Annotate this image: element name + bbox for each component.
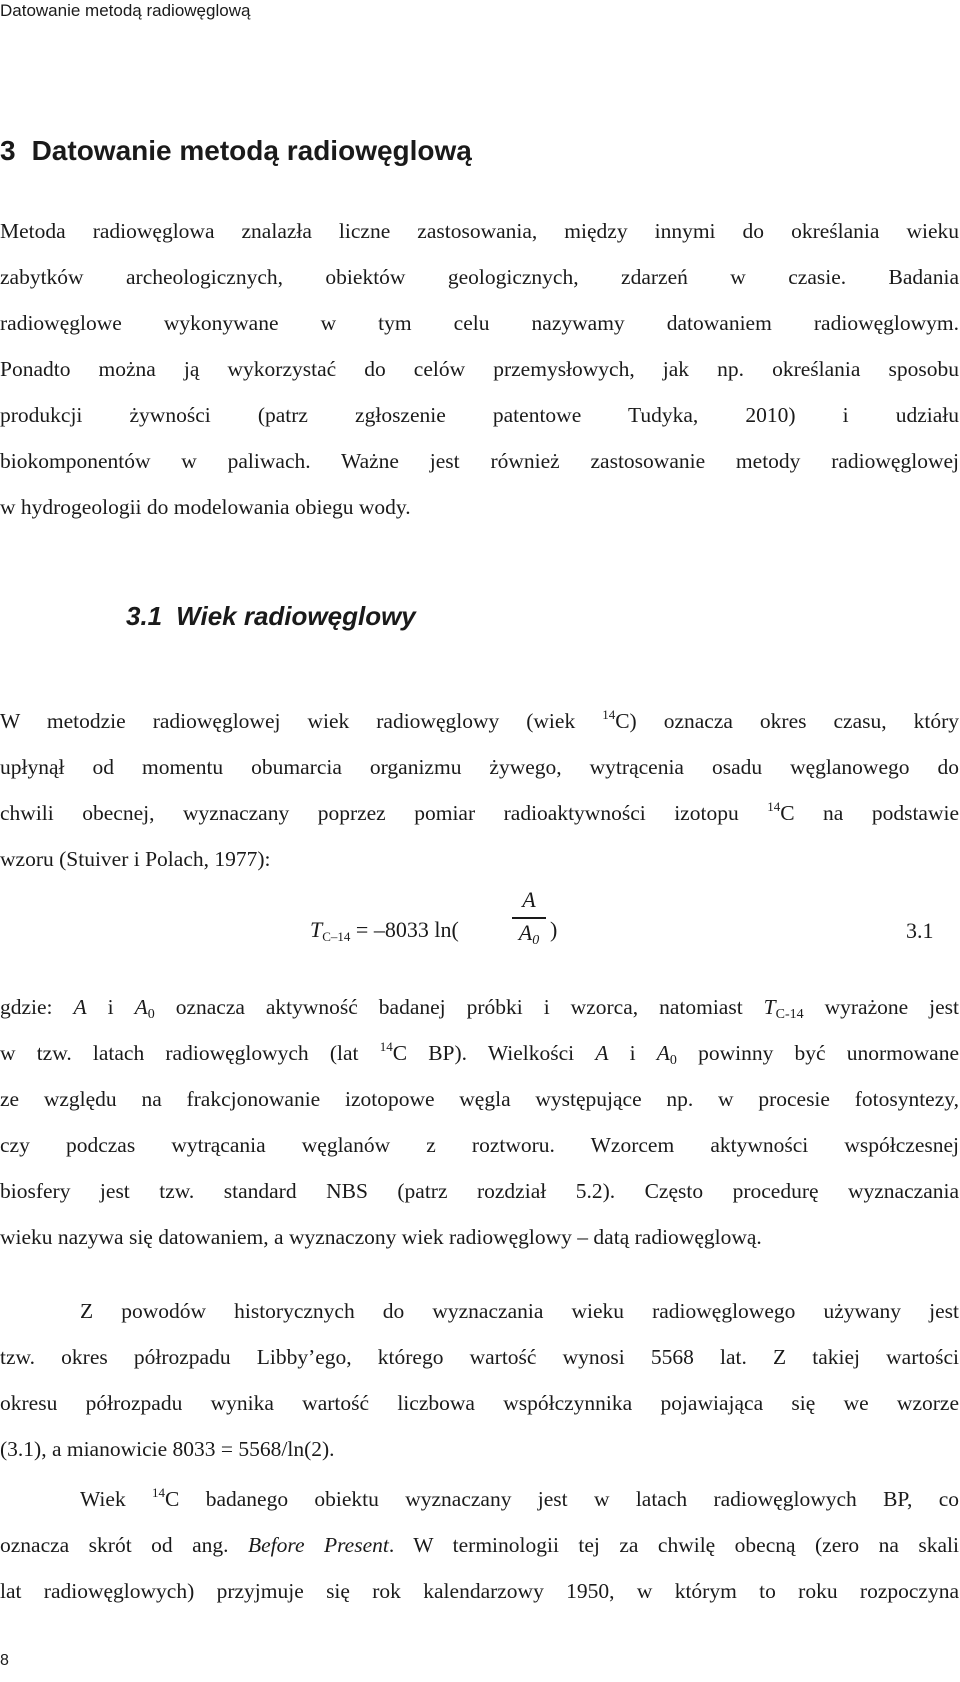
text-line: w tzw. latach radiowęglowych (lat $^{14}$C BP). Wielkości A i $A_0$ powinny być unormowane xyxy=(0,1039,959,1068)
section-heading xyxy=(0,134,472,168)
subsection-number: 3.1 xyxy=(126,601,163,631)
text-line: radiowęglowe wykonywane w tym celu nazywamy datowaniem radiowęglowym. xyxy=(0,311,959,335)
text-line: upłynął od momentu obumarcia organizmu żywego, wytrącenia osadu węglanowego do xyxy=(0,755,959,779)
text-line: czy podczas wytrącania węglanów z roztworu. Wzorcem aktywności współczesnej xyxy=(0,1133,959,1157)
text-line: gdzie: A i $A_0$ oznacza aktywność badanej próbki i wzorca, natomiast $T_{C-14}$ wyrażone jest xyxy=(0,995,959,1022)
equation-lhs: TC–14 = –8033 ln( xyxy=(310,917,459,944)
text-line: wieku nazywa się datowaniem, a wyznaczony wiek radiowęglowy – datą radiowęglową. xyxy=(0,1225,762,1249)
text-line: tzw. okres półrozpadu Libby’ego, którego wartość wynosi 5568 lat. Z takiej wartości xyxy=(0,1345,959,1369)
intro-paragraph xyxy=(0,208,959,530)
text-line: wzoru (Stuiver i Polach, 1977): xyxy=(0,847,271,871)
section-number: 3 xyxy=(0,135,16,166)
before-present-paragraph xyxy=(0,1476,959,1614)
text-line: (3.1), a mianowicie 8033 = 5568/ln(2). xyxy=(0,1437,335,1461)
subsection-title: Wiek radiowęglowy xyxy=(176,601,416,631)
text-line: biosfery jest tzw. standard NBS (patrz rozdział 5.2). Często procedurę wyznaczania xyxy=(0,1179,959,1203)
text-line: chwili obecnej, wyznaczany poprzez pomiar radioaktywności izotopu $^{14}$C na podstawie xyxy=(0,799,960,825)
definition-paragraph xyxy=(0,698,959,882)
running-head: Datowanie metodą radiowęglową xyxy=(0,1,251,20)
text-line: biokomponentów w paliwach. Ważne jest również zastosowanie metody radiowęglowej xyxy=(0,449,959,473)
text-line: Ponadto można ją wykorzystać do celów przemysłowych, jak np. określania sposobu xyxy=(0,357,959,381)
text-line: okresu półrozpadu wynika wartość liczbowa współczynnika pojawiająca się we wzorze xyxy=(0,1391,959,1415)
text-line: w hydrogeologii do modelowania obiegu wody. xyxy=(0,495,411,519)
subsection-heading xyxy=(126,600,416,632)
page-number: 8 xyxy=(0,1652,9,1669)
text-line: zabytków archeologicznych, obiektów geologicznych, zdarzeń w czasie. Badania xyxy=(0,265,959,289)
equation-number: 3.1 xyxy=(906,918,934,943)
text-line: Metoda radiowęglowa znalazła liczne zastosowania, między innymi do określania wieku xyxy=(0,219,959,243)
libby-paragraph xyxy=(0,1288,959,1472)
text-line: lat radiowęglowych) przyjmuje się rok kalendarzowy 1950, w którym to roku rozpoczyna xyxy=(0,1579,959,1603)
text-line: oznacza skrót od ang. Before Present. W terminologii tej za chwilę obecną (zero na skali xyxy=(0,1533,960,1557)
explanation-paragraph xyxy=(0,984,959,1260)
text-line: W metodzie radiowęglowej wiek radiowęglowy (wiek $^{14}$C) oznacza okres czasu, który xyxy=(0,707,959,733)
radiocarbon-age-equation: TC–14 = –8033 ln( A $A_0$ ) xyxy=(310,887,558,948)
text-line: Z powodów historycznych do wyznaczania wieku radiowęglowego używany jest xyxy=(80,1299,959,1323)
text-line: Wiek $^{14}$C badanego obiektu wyznaczany jest w latach radiowęglowych BP, co xyxy=(80,1485,959,1511)
equation-fraction: A $A_0$ xyxy=(510,887,548,945)
text-line: produkcji żywności (patrz zgłoszenie patentowe Tudyka, 2010) i udziału xyxy=(0,403,959,427)
text-line: ze względu na frakcjonowanie izotopowe węgla występujące np. w procesie fotosyntezy, xyxy=(0,1087,959,1111)
section-title: Datowanie metodą radiowęglową xyxy=(31,135,472,166)
